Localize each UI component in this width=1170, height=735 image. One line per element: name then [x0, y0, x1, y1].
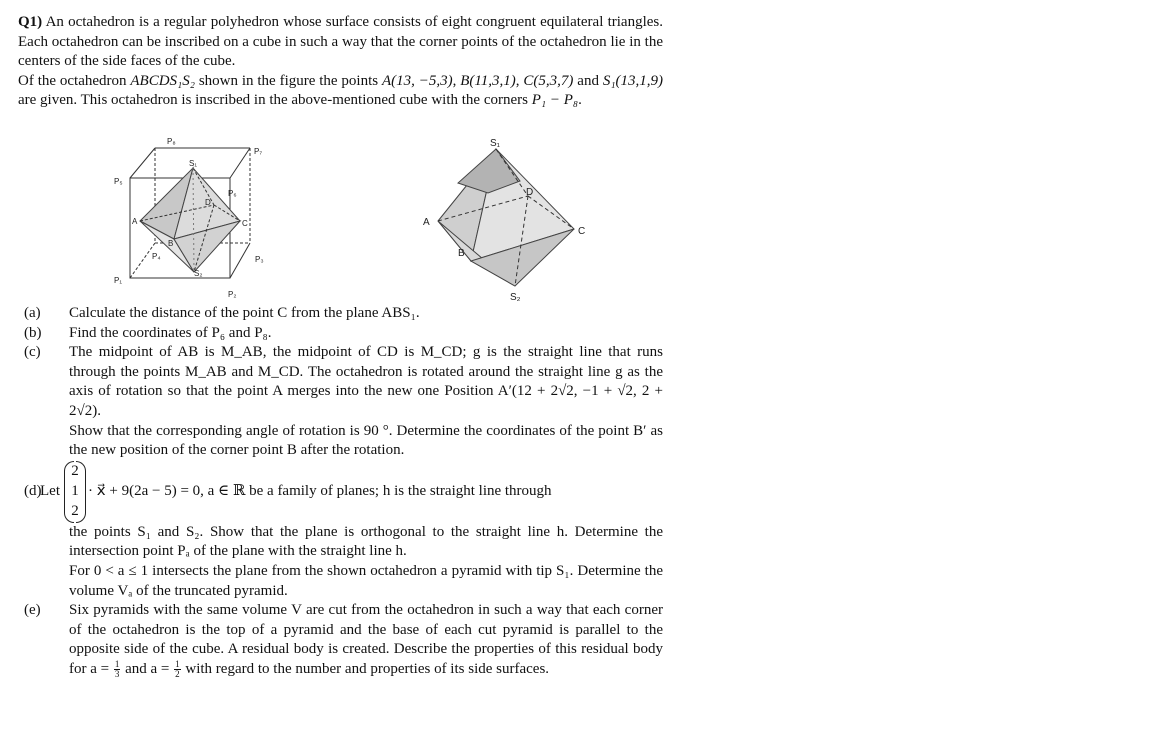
part-c-text-1: The midpoint of AB is M_AB, the midpoint of CD is M_CD; g is the straight line that runs through the points M_AB and M_CD. The octahedron is rotated around the straight line g as the axis of rotation so that the point A merges into the new one Position A′(12 + 2√2, −1 + √2, 2 + 2√2).: [69, 344, 663, 419]
part-e-text-1: Six pyramids with the same volume V are cut from the octahedron in such a way that each corner of the octahedron is the top of a pyramid and the base of each cut pyramid is parallel to the opposite side of the cube. A residual body is created. Describe the properties of this residual body for a =: [69, 602, 663, 677]
part-d-let: Let: [40, 482, 60, 499]
part-a-text: Calculate the distance of the point C from the plane ABS₁.: [69, 305, 420, 321]
label-b: B: [168, 239, 174, 248]
intro-text-2a: Of the octahedron: [18, 72, 131, 89]
fraction-one-third: [114, 660, 121, 679]
intro-text-1: An octahedron is a regular polyhedron whose surface consists of eight congruent equilateral triangles. Each octahedron can be inscribed on a cube in such a way that the corner points of the octahedron lie in the centers of the side faces of the cube.: [18, 14, 663, 70]
cube-corners: P₁ − P₈: [531, 92, 579, 109]
part-d-plane-equation: · x⃗ + 9(2a − 5) = 0, a ∈ ℝ be a family of planes; h is the straight line through: [88, 482, 552, 499]
question-intro: [18, 13, 663, 111]
label-p4: P₄: [152, 252, 161, 261]
part-c-tag: (c): [24, 344, 41, 361]
part-e-text-2: with regard to the number and properties of its side surfaces.: [185, 660, 550, 677]
label-p7: P₇: [254, 147, 263, 156]
vector-x: 2: [71, 462, 79, 479]
question-parts: [18, 304, 663, 680]
point-s1: S₁(13,1,9): [602, 72, 664, 89]
label-p8: P₈: [167, 137, 176, 146]
point-c: C(5,3,7): [523, 72, 574, 89]
label-right-b: B: [458, 248, 465, 259]
fraction-one-half: [174, 660, 181, 679]
vector-z: 2: [71, 502, 79, 519]
part-e-paragraph: [69, 601, 663, 679]
part-b: [18, 324, 663, 344]
point-a: A(13, −5,3): [381, 72, 453, 89]
part-c: [18, 343, 663, 461]
part-a-tag: (a): [24, 305, 41, 321]
intro-text-2e: .: [578, 92, 582, 109]
label-s1: S₁: [189, 159, 198, 168]
point-b: B(11,3,1): [460, 72, 516, 89]
frac1-denominator: 3: [114, 668, 120, 679]
part-d-tag: (d): [24, 482, 42, 499]
label-right-a: A: [423, 217, 430, 228]
label-p3: P₃: [255, 255, 264, 264]
label-p5: P₅: [114, 177, 123, 186]
part-b-text: Find the coordinates of P₆ and P₈.: [69, 324, 272, 341]
label-p6: P₆: [228, 189, 237, 198]
intro-text-2b: shown in the figure the points: [194, 72, 382, 89]
vector-y: 1: [71, 482, 79, 499]
label-a: A: [132, 217, 138, 226]
part-e-tag: (e): [24, 602, 41, 619]
part-a: [18, 304, 663, 324]
part-e: [18, 601, 663, 679]
intro-text-2d: are given. This octahedron is inscribed in the above-mentioned cube with the corners: [18, 92, 532, 109]
label-right-s1: S₁: [490, 138, 501, 149]
intro-paragraph-2: Of the octahedron ABCDS₁S₂ shown in the figure the points A(13, −5,3), B(11,3,1), C(5,3,7) and S₁(13,1,9) are given. This octahedron is inscribed in the above-mentioned cube with the corners P₁ − P₈.: [18, 72, 664, 109]
part-d-text-2: For 0 < a ≤ 1 intersects the plane from the shown octahedron a pyramid with tip S₁. Determine the volume Vₐ of the truncated pyramid.: [69, 562, 663, 599]
frac2-denominator: 2: [175, 668, 180, 679]
label-p2: P₂: [228, 290, 237, 299]
intro-text-2c: and: [577, 72, 603, 89]
frac2-numerator: 1: [175, 658, 180, 669]
label-right-d: D: [526, 187, 534, 198]
octahedron-name: ABCDS₁S₂: [130, 72, 195, 89]
part-d-plane-line: [40, 461, 663, 523]
label-p1: P₁: [114, 276, 123, 285]
octahedron-figures: [18, 133, 678, 308]
part-b-tag: (b): [24, 324, 42, 341]
part-c-text-2: Show that the corresponding angle of rotation is 90 °. Determine the coordinates of the point B′ as the new position of the corner point B after the rotation.: [69, 422, 663, 459]
octahedron-figure: [438, 149, 574, 286]
normal-vector: [64, 461, 86, 523]
label-right-s2: S₂: [510, 292, 521, 303]
label-right-c: C: [578, 226, 586, 237]
part-d: [18, 461, 663, 601]
question-number: Q1): [18, 14, 43, 30]
label-s2: S₂: [194, 269, 203, 278]
part-d-text-1: the points S₁ and S₂. Show that the plane is orthogonal to the straight line h. Determine the intersection point Pₐ of the plane with the straight line h.: [69, 523, 663, 560]
label-d: D: [205, 198, 211, 207]
part-e-and: and a =: [125, 660, 170, 677]
frac1-numerator: 1: [114, 658, 120, 669]
label-c: C: [242, 219, 248, 228]
intro-paragraph-1: [18, 13, 663, 72]
